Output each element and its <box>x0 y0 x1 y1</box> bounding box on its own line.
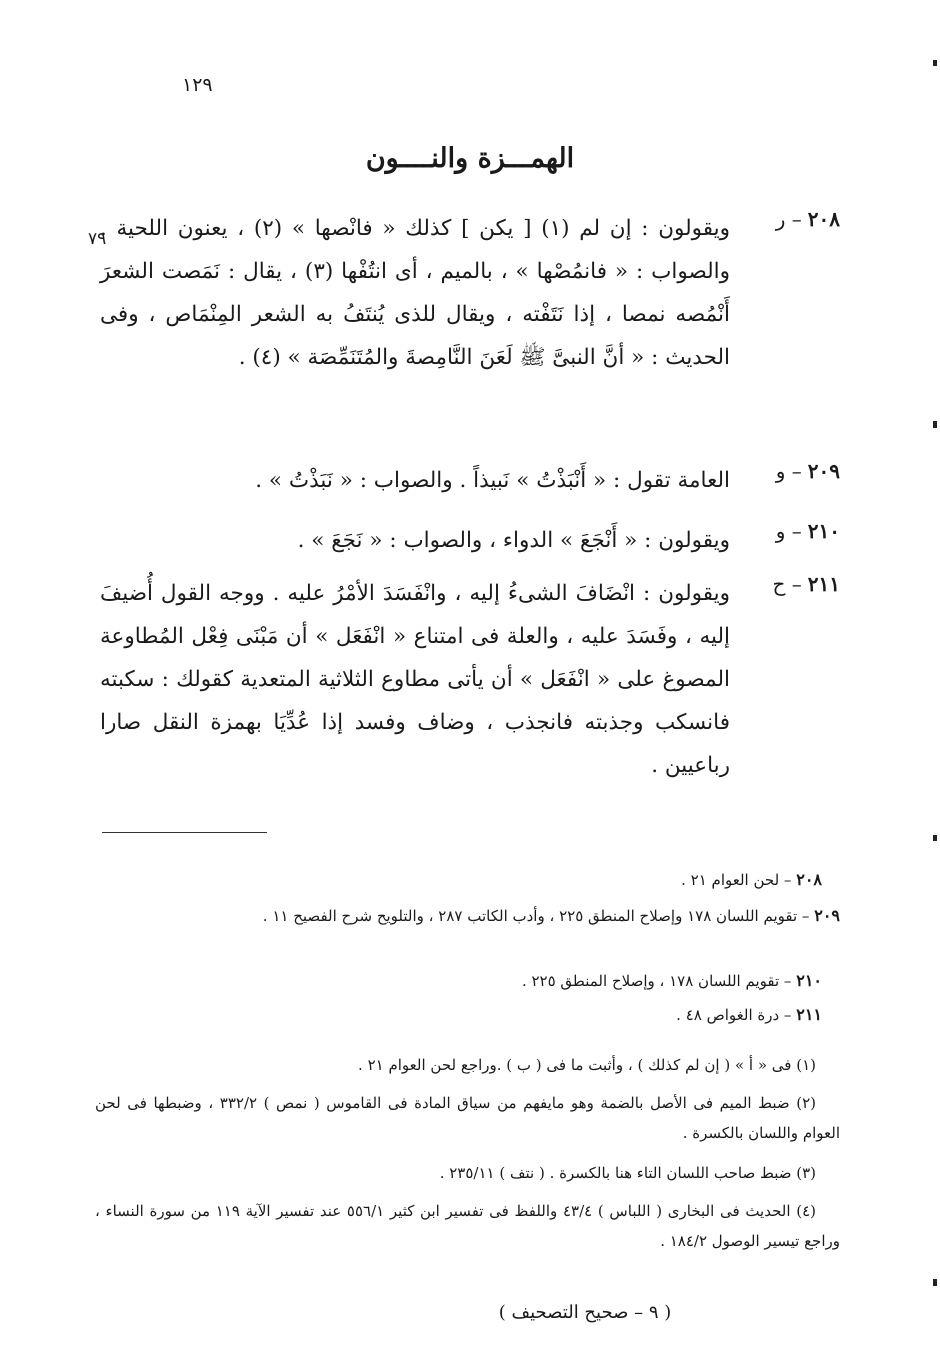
entry-208 <box>100 207 840 379</box>
entry-211 <box>100 572 840 787</box>
source-208 <box>97 866 822 894</box>
footnote-1: (١) فى « أ » ( إن لم كذلك ) ، وأثبت ما فى ( ب ) .وراجع لحن العوام ٢١ . <box>358 1056 816 1074</box>
page-number: ١٢٩ <box>182 74 213 96</box>
source-num: ٢١٠ <box>796 971 822 990</box>
entry-text: العامة تقول : « أَنْبَذْتُ » نَبيذاً . والصواب : « نَبَذْتُ » . <box>255 468 730 493</box>
entry-class: – و <box>775 459 802 483</box>
footnote-3: (٣) ضبط صاحب اللسان التاء هنا بالكسرة . ( نتف ) ٢٣٥/١١ . <box>439 1164 816 1182</box>
entry-text: ويقولون : إن لم (١) [ يكن ] كذلك « فانْصها » (٢) ، يعنون اللحية . والصواب : « فانمُصْها » ، بالميم ، أى انتُفْها (٣) ، يقال : نَمَصت الشعرَ أَنْمُصه نمصا ، إذا نَتَفْته ، ويقال للذى يُنتَفُ به الشعر المِنْمَاص ، وفى الحديث : « أنَّ النبىَّ ﷺ لَعَنَ النَّامِصةَ والمُتَنَمِّصَة » (٤) . <box>100 216 730 370</box>
source-text: – درة الغواص ٤٨ . <box>676 1006 792 1024</box>
footnote-4: (٤) الحديث فى البخارى ( اللباس ) ٤٣/٤ واللفظ فى تفسير ابن كثير ٥٥٦/١ عند تفسير الآية ١١٩ من سورة النساء ، وراجع تيسير الوصول ١٨٤/٢ . <box>95 1202 840 1250</box>
source-210 <box>97 967 822 995</box>
entry-text: ويقولون : « أَنْجَعَ » الدواء ، والصواب : « نَجَعَ » . <box>297 528 730 553</box>
scan-mark <box>933 60 937 66</box>
source-text: – لحن العوام ٢١ . <box>681 871 792 889</box>
entry-209 <box>100 459 840 502</box>
chapter-title: الهمـــزة والنــــون <box>365 143 575 174</box>
entry-number <box>730 459 840 483</box>
entry-class: – ر <box>775 207 802 231</box>
entry-number <box>730 207 840 231</box>
source-211 <box>97 1001 822 1029</box>
footnote-separator <box>102 832 267 833</box>
entry-number <box>730 572 840 596</box>
scan-mark <box>933 421 937 428</box>
source-text: – تقويم اللسان ١٧٨ ، وإصلاح المنطق ٢٢٥ . <box>521 972 792 990</box>
page-footer: ( ٩ – صحيح التصحيف ) <box>498 1302 672 1323</box>
entry-text: ويقولون : انْضَافَ الشىءُ إليه ، وانْفَسَدَ الأمْرُ عليه . ووجه القول أُضيفَ إليه ، وفَسَدَ عليه ، والعلة فى امتناع « انْفَعَل » أن مَبْنَى فِعْل المُطاوعة المصوغ على « انْفَعَل » أن يأتى مطاوع الثلاثية المتعدية كقولك : سكبته فانسكب وجذبته فانجذب ، وضاف وفسد إذا عُدِّيَا بهمزة النقل صارا رباعيين . <box>100 581 730 778</box>
entry-num: ٢٠٨ <box>807 207 840 231</box>
entry-num: ٢٠٩ <box>807 459 840 483</box>
entry-210 <box>100 519 840 562</box>
scan-mark <box>933 835 937 841</box>
margin-reference: ٧٩ <box>88 229 107 249</box>
entry-num: ٢١٠ <box>807 519 840 543</box>
entry-class: – و <box>775 519 802 543</box>
entry-num: ٢١١ <box>807 572 840 596</box>
source-text: – تقويم اللسان ١٧٨ وإصلاح المنطق ٢٢٥ ، وأدب الكاتب ٢٨٧ ، والتلويح شرح الفصيح ١١ . <box>262 907 810 925</box>
source-num: ٢١١ <box>796 1005 822 1024</box>
footnote-2: (٢) ضبط الميم فى الأصل بالضمة وهو مايفهم من سياق المادة فى القاموس ( نمص ) ٣٣٢/٢ ، وضبطها فى لحن العوام واللسان بالكسرة . <box>95 1094 840 1142</box>
entry-class: – ح <box>772 572 802 596</box>
source-209 <box>95 902 840 930</box>
source-num: ٢٠٨ <box>796 870 822 889</box>
source-num: ٢٠٩ <box>814 906 840 925</box>
entry-number <box>730 519 840 543</box>
scan-mark <box>933 1279 937 1286</box>
